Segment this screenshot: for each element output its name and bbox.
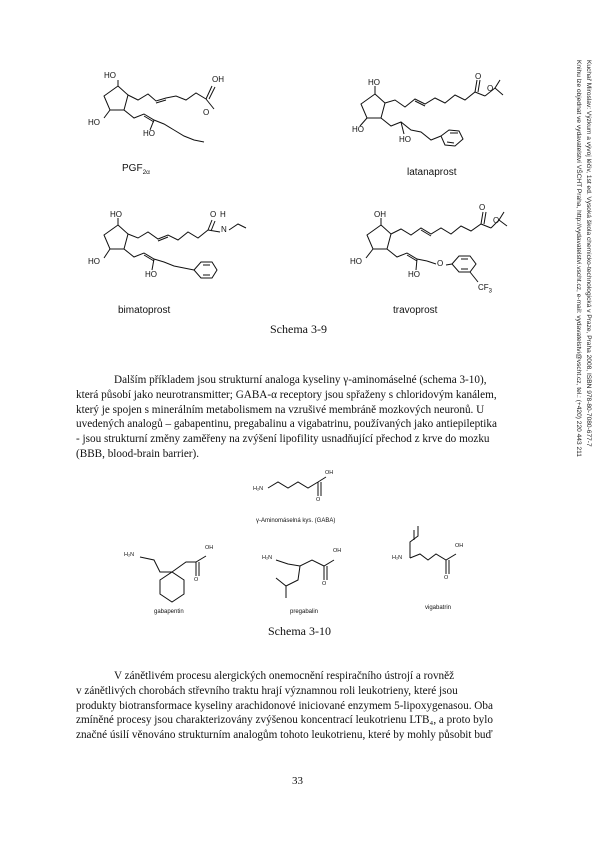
atom-h2n: H₂N	[253, 486, 264, 492]
atom-h2n: H₂N	[262, 555, 273, 561]
atom-cf3: $CF_3$	[478, 283, 493, 295]
atom-ho: HO	[350, 257, 362, 266]
atom-oh: OH	[205, 545, 214, 551]
atom-oh: OH	[374, 210, 386, 219]
paragraph-leukotrienes	[76, 669, 520, 743]
atom-o: O	[487, 84, 494, 93]
atom-oh: OH	[212, 75, 224, 84]
atom-ho: HO	[145, 270, 157, 279]
atom-ho: HO	[88, 118, 100, 127]
atom-o: O	[475, 72, 482, 81]
atom-o: O	[493, 216, 500, 225]
paragraph-line: - jsou strukturní změny zaměřeny na zvýšení lipofility usnadňující přechod z krve do mozku	[76, 433, 490, 446]
paragraph-line: která působí jako neurotransmitter; GABA-α receptory jsou spřaženy s chloridovým kanálem,	[76, 388, 497, 401]
paragraph-line: který je spojen s minerálním metabolismem na vzrušivé membráně mozkových neuronů. U	[76, 403, 485, 416]
atom-ho: HO	[143, 129, 155, 138]
structure-latanaprost	[360, 80, 503, 146]
atom-o: O	[444, 575, 449, 581]
atom-ho: HO	[352, 125, 364, 134]
atom-ho: HO	[368, 78, 380, 87]
compound-name-gaba: γ-Aminomáselná kys. (GABA)	[256, 518, 336, 524]
atom-oh: OH	[455, 543, 464, 549]
atom-ho: HO	[110, 210, 122, 219]
atom-ho: HO	[399, 135, 411, 144]
paragraph-line: uvedených analogů – gabapentinu, pregabalinu a vigabatrinu, používaných jako antiepileptika	[76, 418, 497, 431]
atom-h2n: H₂N	[124, 552, 135, 558]
atom-ho: HO	[104, 71, 116, 80]
atom-oh: OH	[333, 548, 342, 554]
atom-o: O	[437, 259, 444, 268]
atom-o: O	[316, 497, 321, 503]
paragraph-line: zmíněné procesy jsou charakterizovány zvýšenou koncentrací leukotrienu LTB₄, a proto bylo	[76, 714, 493, 727]
atom-o: O	[203, 108, 210, 117]
compound-name-travoprost: travoprost	[393, 305, 438, 316]
compound-name-pregabalin: pregabalin	[290, 609, 319, 615]
compound-name-gabapentin: gabapentin	[154, 609, 184, 615]
compound-name-pgf2a: $PGF_{2\alpha}$	[122, 163, 150, 176]
scheme-3-10-caption: Schema 3-10	[268, 624, 331, 638]
atom-n: N	[221, 225, 227, 234]
structure-pregabalin	[276, 560, 334, 598]
structure-pgf2a	[104, 80, 215, 142]
atom-o: O	[210, 210, 217, 219]
paragraph-gaba	[76, 373, 520, 462]
paragraph-line: v zánětlivých chorobách střevního traktu hrají významnou roli leukotrieny, které jsou	[76, 684, 458, 697]
structure-vigabatrin	[410, 526, 456, 574]
paragraph-line: V zánětlivém procesu alergických onemocnění respiračního ústrojí a rovněž	[114, 670, 455, 682]
paragraph-line: produkty biotransformace kyseliny arachidonové iniciované enzymem 5-lipoxygenasou. Oba	[76, 699, 493, 712]
atom-o: O	[194, 577, 199, 583]
side-citation-line-2: Knihu lze objednat ve vydavatelství VŠCHT Praha, http://vydavatelstvi.vscht.cz, e-mail: vydavatelstvi@vscht.cz, tel.: (+420) 220 443 211	[575, 60, 582, 457]
scheme-3-9-caption: Schema 3-9	[270, 322, 327, 336]
compound-name-bimatoprost: bimatoprost	[118, 305, 171, 316]
structure-travoprost	[366, 212, 507, 282]
atom-ho: HO	[408, 270, 420, 279]
compound-name-vigabatrin: vigabatrin	[425, 605, 452, 611]
atom-ho: HO	[88, 257, 100, 266]
atom-h: H	[220, 210, 226, 219]
compound-name-latanaprost: latanaprost	[407, 167, 457, 178]
atom-o: O	[322, 581, 327, 587]
paragraph-line: značné úsilí věnováno strukturním analogům tohoto leukotrienu, které by mohly působit buď	[76, 729, 493, 742]
atom-oh: OH	[325, 470, 334, 476]
atom-h2n: H₂N	[392, 555, 403, 561]
paragraph-line: (BBB, blood-brain barrier).	[76, 447, 200, 460]
atom-o: O	[479, 203, 486, 212]
page-number: 33	[292, 775, 303, 787]
paragraph-line: Dalším příkladem jsou strukturní analoga kyseliny γ-aminomáselné (schema 3-10),	[114, 374, 487, 386]
side-citation-line-1: Kuchař Miroslav: Výzkum a vývoj léčiv, 1st ed. Vysoká škola chemicko-technologická v Praze, Praha 2008, ISBN 978-80-7080-677-7	[585, 60, 592, 447]
structure-gaba	[268, 477, 326, 496]
